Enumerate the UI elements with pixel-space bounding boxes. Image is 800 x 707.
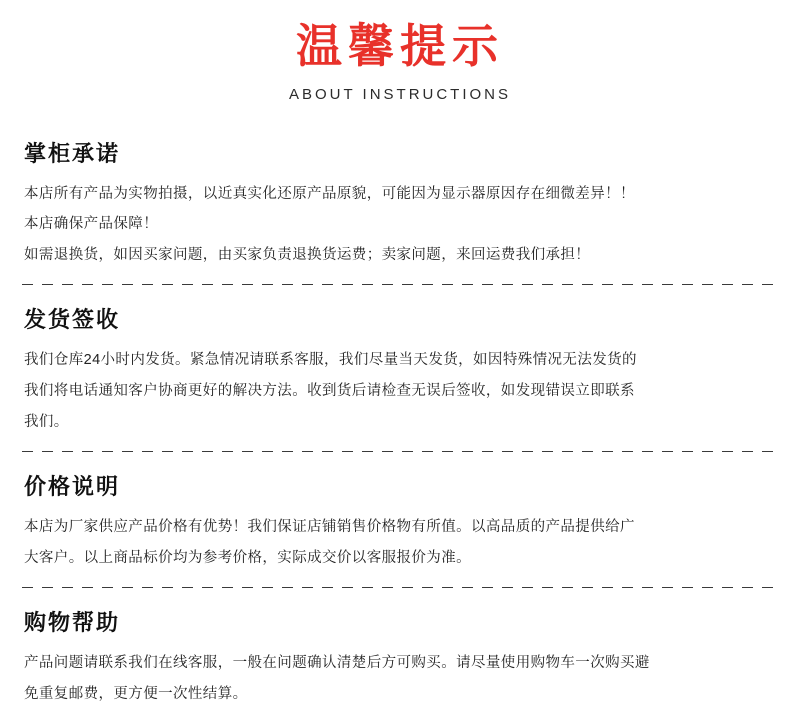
section-line: 本店为厂家供应产品价格有优势！我们保证店铺销售价格物有所值。以高品质的产品提供给广 bbox=[24, 519, 635, 536]
section-shipping bbox=[22, 303, 778, 435]
page-header bbox=[22, 0, 778, 103]
section-heading: 掌柜承诺 bbox=[24, 141, 121, 167]
section-pricing bbox=[22, 470, 778, 571]
section-line: 产品问题请联系我们在线客服，一般在问题确认清楚后方可购买。请尽量使用购物车一次购买避 bbox=[24, 655, 650, 671]
dashed-divider bbox=[22, 284, 778, 285]
section-heading: 价格说明 bbox=[24, 475, 121, 501]
section-promise bbox=[22, 137, 778, 269]
section-body bbox=[22, 651, 778, 707]
section-body bbox=[22, 182, 778, 269]
section-body bbox=[22, 515, 778, 571]
dashed-divider bbox=[22, 451, 778, 452]
section-line: 如需退换货，如因买家问题，由买家负责退换货运费；卖家问题，来回运费我们承担！ bbox=[24, 247, 591, 264]
section-heading: 购物帮助 bbox=[24, 611, 121, 636]
sections-container bbox=[22, 137, 778, 707]
section-shopping-help bbox=[22, 606, 778, 707]
section-line: 大客户。以上商品标价均为参考价格，实际成交价以客服报价为准。 bbox=[24, 550, 471, 567]
section-line: 我们将电话通知客户协商更好的解决方法。收到货后请检查无误后签收，如发现错误立即联系 bbox=[24, 383, 635, 400]
section-line: 我们。 bbox=[24, 414, 69, 431]
dashed-divider bbox=[22, 587, 778, 588]
page-title: 温馨提示 bbox=[296, 19, 504, 73]
section-body bbox=[22, 348, 778, 435]
page-subtitle: ABOUT INSTRUCTIONS bbox=[288, 85, 512, 103]
section-line: 本店确保产品保障！ bbox=[24, 216, 159, 233]
section-line: 免重复邮费，更方便一次性结算。 bbox=[24, 685, 248, 702]
section-line: 我们仓库24小时内发货。紧急情况请联系客服，我们尽量当天发货，如因特殊情况无法发货的 bbox=[24, 352, 637, 369]
section-heading: 发货签收 bbox=[24, 308, 121, 334]
section-line: 本店所有产品为实物拍摄，以近真实化还原产品原貌，可能因为显示器原因存在细微差异！！ bbox=[24, 185, 635, 202]
